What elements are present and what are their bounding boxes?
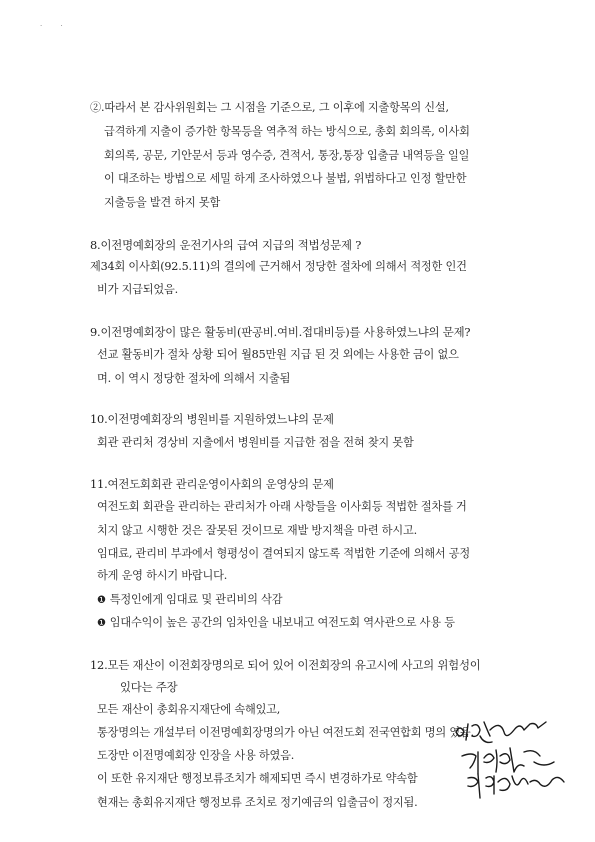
section-12-line-5: 현재는 총회유지재단 행정보류 조치로 정기예금의 입출금이 정지됨.	[97, 796, 418, 809]
section-12-heading-line-2: 있다는 주장	[120, 680, 178, 694]
scan-specks: · ·	[40, 22, 71, 30]
bullet-2-text: 임대수익이 높은 공간의 임차인을 내보내고 여전도회 역사관으로 사용 등	[109, 616, 455, 629]
section-11-line-2: 치지 않고 시행한 것은 잘못된 것이므로 재발 방지책을 마련 하시고.	[97, 524, 417, 537]
bullet-2-icon: ❶	[97, 618, 106, 629]
section-7-line-5: 지출등을 발견 하지 못함	[104, 196, 221, 209]
section-10-heading: 10.이전명예회장의 병원비를 지원하였느냐의 문제	[90, 412, 334, 426]
signature-drawing	[450, 712, 580, 812]
section-7-line-1: ②.따라서 본 감사위원회는 그 시점을 기준으로, 그 이후에 지출항목의 신설,	[90, 101, 449, 114]
section-11-bullet-1	[97, 593, 282, 608]
section-12-line-4: 이 또한 유지재단 행정보류조치가 해제되면 즉시 변경하가로 약속함	[97, 772, 418, 785]
section-12-line-2: 통장명의는 개설부터 이전명예회장명의가 아닌 여전도회 전국연합회 명의 였음.	[97, 726, 474, 739]
section-7-line-3: 회의록, 공문, 기안문서 등과 영수증, 견적서, 통장,통장 입출금 내역등을 일일	[104, 149, 470, 162]
section-7-line-4: 이 대조하는 방법으로 세밀 하게 조사하였으나 불법, 위법하다고 인정 할만한	[104, 172, 467, 185]
bullet-1-text: 특정인에게 임대료 및 관리비의 삭감	[109, 593, 283, 606]
section-12-line-1: 모든 재산이 총회유지재단에 속해있고,	[97, 703, 281, 716]
section-8-line-2: 비가 지급되었음.	[97, 283, 178, 296]
section-11-line-3: 임대료, 관리비 부과에서 형평성이 결여되지 않도록 적법한 기준에 의해서 공정	[97, 547, 470, 560]
section-8-line-1: 제34회 이사회(92.5.11)의 결의에 근거해서 정당한 절차에 의해서 적정한 인건	[90, 260, 467, 273]
section-11-line-4: 하게 운영 하시기 바랍니다.	[97, 569, 228, 582]
section-9-line-1: 선교 활동비가 절차 상황 되어 월85만원 지급 된 것 외에는 사용한 금이 없으	[97, 348, 459, 361]
handwritten-signatures	[450, 712, 580, 812]
section-11-bullet-2	[97, 616, 455, 631]
section-12-heading-line-1: 12.모든 재산이 이전회장명의로 되어 있어 이전회장의 유고시에 사고의 위험성이	[90, 658, 481, 672]
section-8-heading: 8.이전명예회장의 운전기사의 급여 지급의 적법성문제 ?	[90, 238, 362, 252]
section-11-line-1: 여전도회 회관을 관리하는 관리처가 아래 사항들을 이사회등 적법한 절차를 거	[97, 500, 467, 513]
bullet-1-icon: ❶	[97, 595, 106, 606]
section-11-heading: 11.여전도회회관 관리운영이사회의 운영상의 문제	[90, 477, 334, 491]
section-10-line-1: 회관 관리처 경상비 지출에서 병원비를 지급한 점을 전혀 찾지 못함	[97, 436, 414, 449]
section-9-heading: 9.이전명예회장이 많은 활동비(판공비.여비.접대비등)를 사용하였느냐의 문제?	[90, 325, 471, 339]
section-7-line-2: 급격하게 지출이 증가한 항목등을 역추적 하는 방식으로, 총회 회의록, 이사회	[104, 125, 470, 138]
section-9-line-2: 며. 이 역시 정당한 절차에 의해서 지출됨	[97, 372, 291, 385]
section-12-line-3: 도장만 이전명예회장 인장을 사용 하였음.	[97, 749, 295, 762]
